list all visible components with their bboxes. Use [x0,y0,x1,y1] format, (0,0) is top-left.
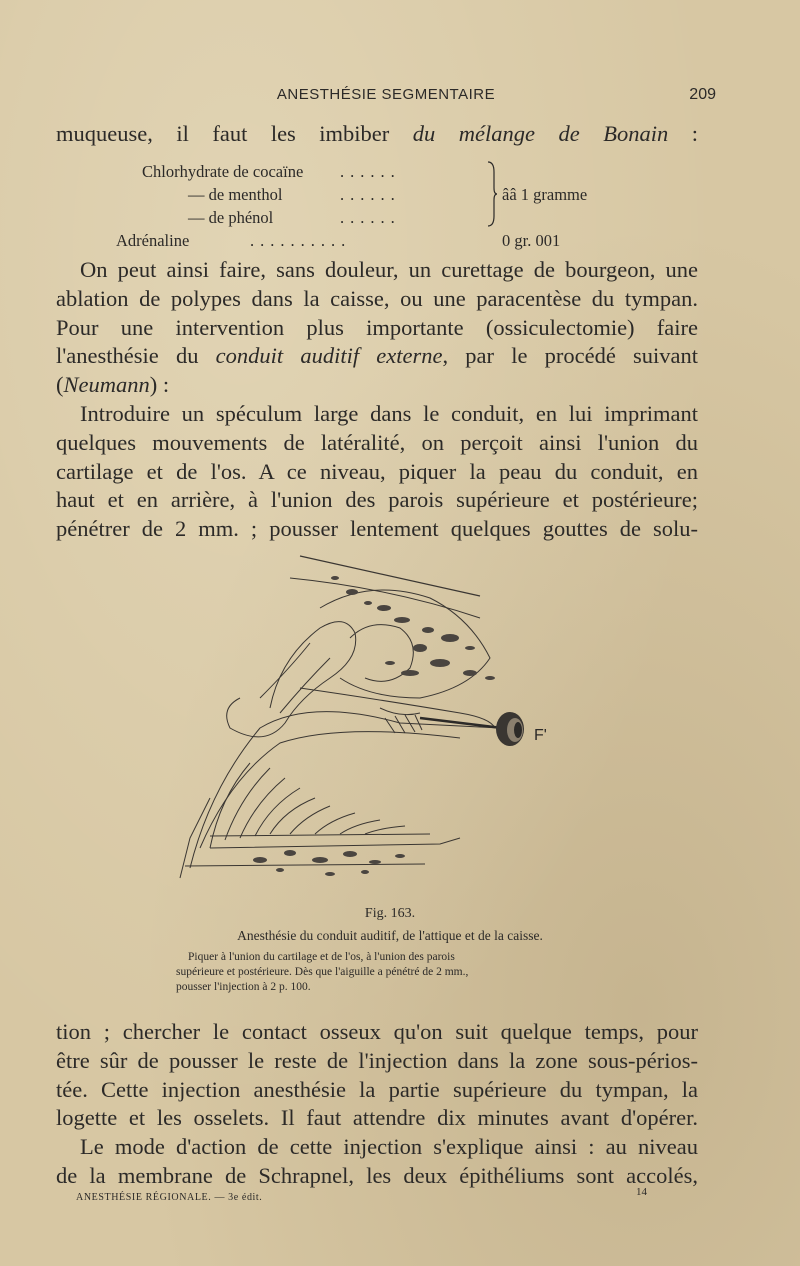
formula-leader-dots: ...... [340,162,401,181]
intro-text [56,120,698,149]
paragraph-line: Pour une intervention plus importante (ossiculectomie) faire [56,314,698,340]
paragraph-3 [56,1018,698,1191]
paragraph-2 [56,400,698,544]
intro-line [56,120,698,149]
page-header [56,86,716,110]
anatomical-figure [170,548,590,908]
formula-dosage: 0 gr. 001 [502,231,561,250]
paragraph-line [56,371,698,400]
paragraph-1 [56,256,698,400]
formula-row [90,206,650,229]
signature-mark: 14 [636,1186,647,1198]
paragraph-line: être sûr de pousser le reste de l'injection dans la zone sous-périos- [56,1047,698,1073]
paragraph-line: On peut ainsi faire, sans douleur, un curettage de bourgeon, une [80,257,698,282]
intro-text-after: : [668,121,698,146]
paragraph-line: logette et les osselets. Il faut attendre dix minutes avant d'opérer. [56,1105,698,1131]
paragraph-line: cartilage et de l'os. A ce niveau, piquer la peau du conduit, en [56,458,698,484]
footer-imprint: ANESTHÉSIE RÉGIONALE. — 3e édit. [76,1192,263,1203]
paragraph-line: Le mode d'action de cette injection s'explique ainsi : au niveau [80,1134,698,1160]
figure-note [176,950,566,995]
ear-canal-illustration [170,548,590,908]
paragraph-line: quelques mouvements de latéralité, on perçoit ainsi l'union du [56,429,698,455]
formula-leader-dots: ...... [340,208,401,227]
page-number: 209 [689,86,716,103]
paragraph-line: ablation de polypes dans la caisse, ou une paracentèse du tympan. [56,285,698,311]
running-title: ANESTHÉSIE SEGMENTAIRE [276,86,496,103]
line-text: , par le procédé suivant [442,343,698,369]
paragraph-line: pénétrer de 2 mm. ; pousser lentement quelques gouttes de solu- [56,516,698,542]
figure-note-line: supérieure et postérieure. Dès que l'aiguille a pénétré de 2 mm., [176,966,469,978]
intro-text-italic: du mélange de Bonain [412,121,669,146]
bonain-formula [90,160,650,252]
formula-row [90,160,650,183]
formula-ingredient: Chlorhydrate de cocaïne [142,162,304,181]
line-text: ( [56,372,64,398]
paragraph-line: Introduire un spéculum large dans le conduit, en lui imprimant [80,401,698,426]
paragraph-line: de la membrane de Schrapnel, les deux épithéliums sont accolés, [56,1162,698,1188]
paragraph-line: tion ; chercher le contact osseux qu'on suit quelque temps, pour [56,1019,698,1044]
paragraph-line: haut et en arrière, à l'union des parois supérieure et postérieure; [56,487,698,513]
formula-leader-dots: ...... [340,185,401,204]
formula-ingredient: Adrénaline [116,231,190,250]
figure-number: Fig. 163. [364,906,416,921]
formula-brace-dosage: ââ 1 gramme [502,185,588,204]
formula-row [90,229,650,252]
line-text: l'anesthésie du [56,343,216,369]
figure-title: Anesthésie du conduit auditif, de l'attique et de la caisse. [237,928,543,943]
formula-leader-dots: .......... [250,231,352,250]
line-text: ) : [149,372,170,398]
intro-text-before: muqueuse, il faut les imbiber [56,121,413,146]
figure-label: F' [534,727,547,744]
paragraph-line [56,342,698,371]
figure-note-line: Piquer à l'union du cartilage et de l'os, à l'union des parois [188,951,455,963]
line-italic: conduit auditif externe [215,343,443,369]
formula-row [90,183,650,206]
formula-ingredient: — de phénol [188,208,274,227]
formula-ingredient: — de menthol [188,185,283,204]
paragraph-line: tée. Cette injection anesthésie la partie supérieure du tympan, la [56,1076,698,1102]
curly-brace-icon [486,160,498,228]
figure-note-line: pousser l'injection à 2 p. 100. [176,981,311,993]
author-name: Neumann [63,372,150,398]
